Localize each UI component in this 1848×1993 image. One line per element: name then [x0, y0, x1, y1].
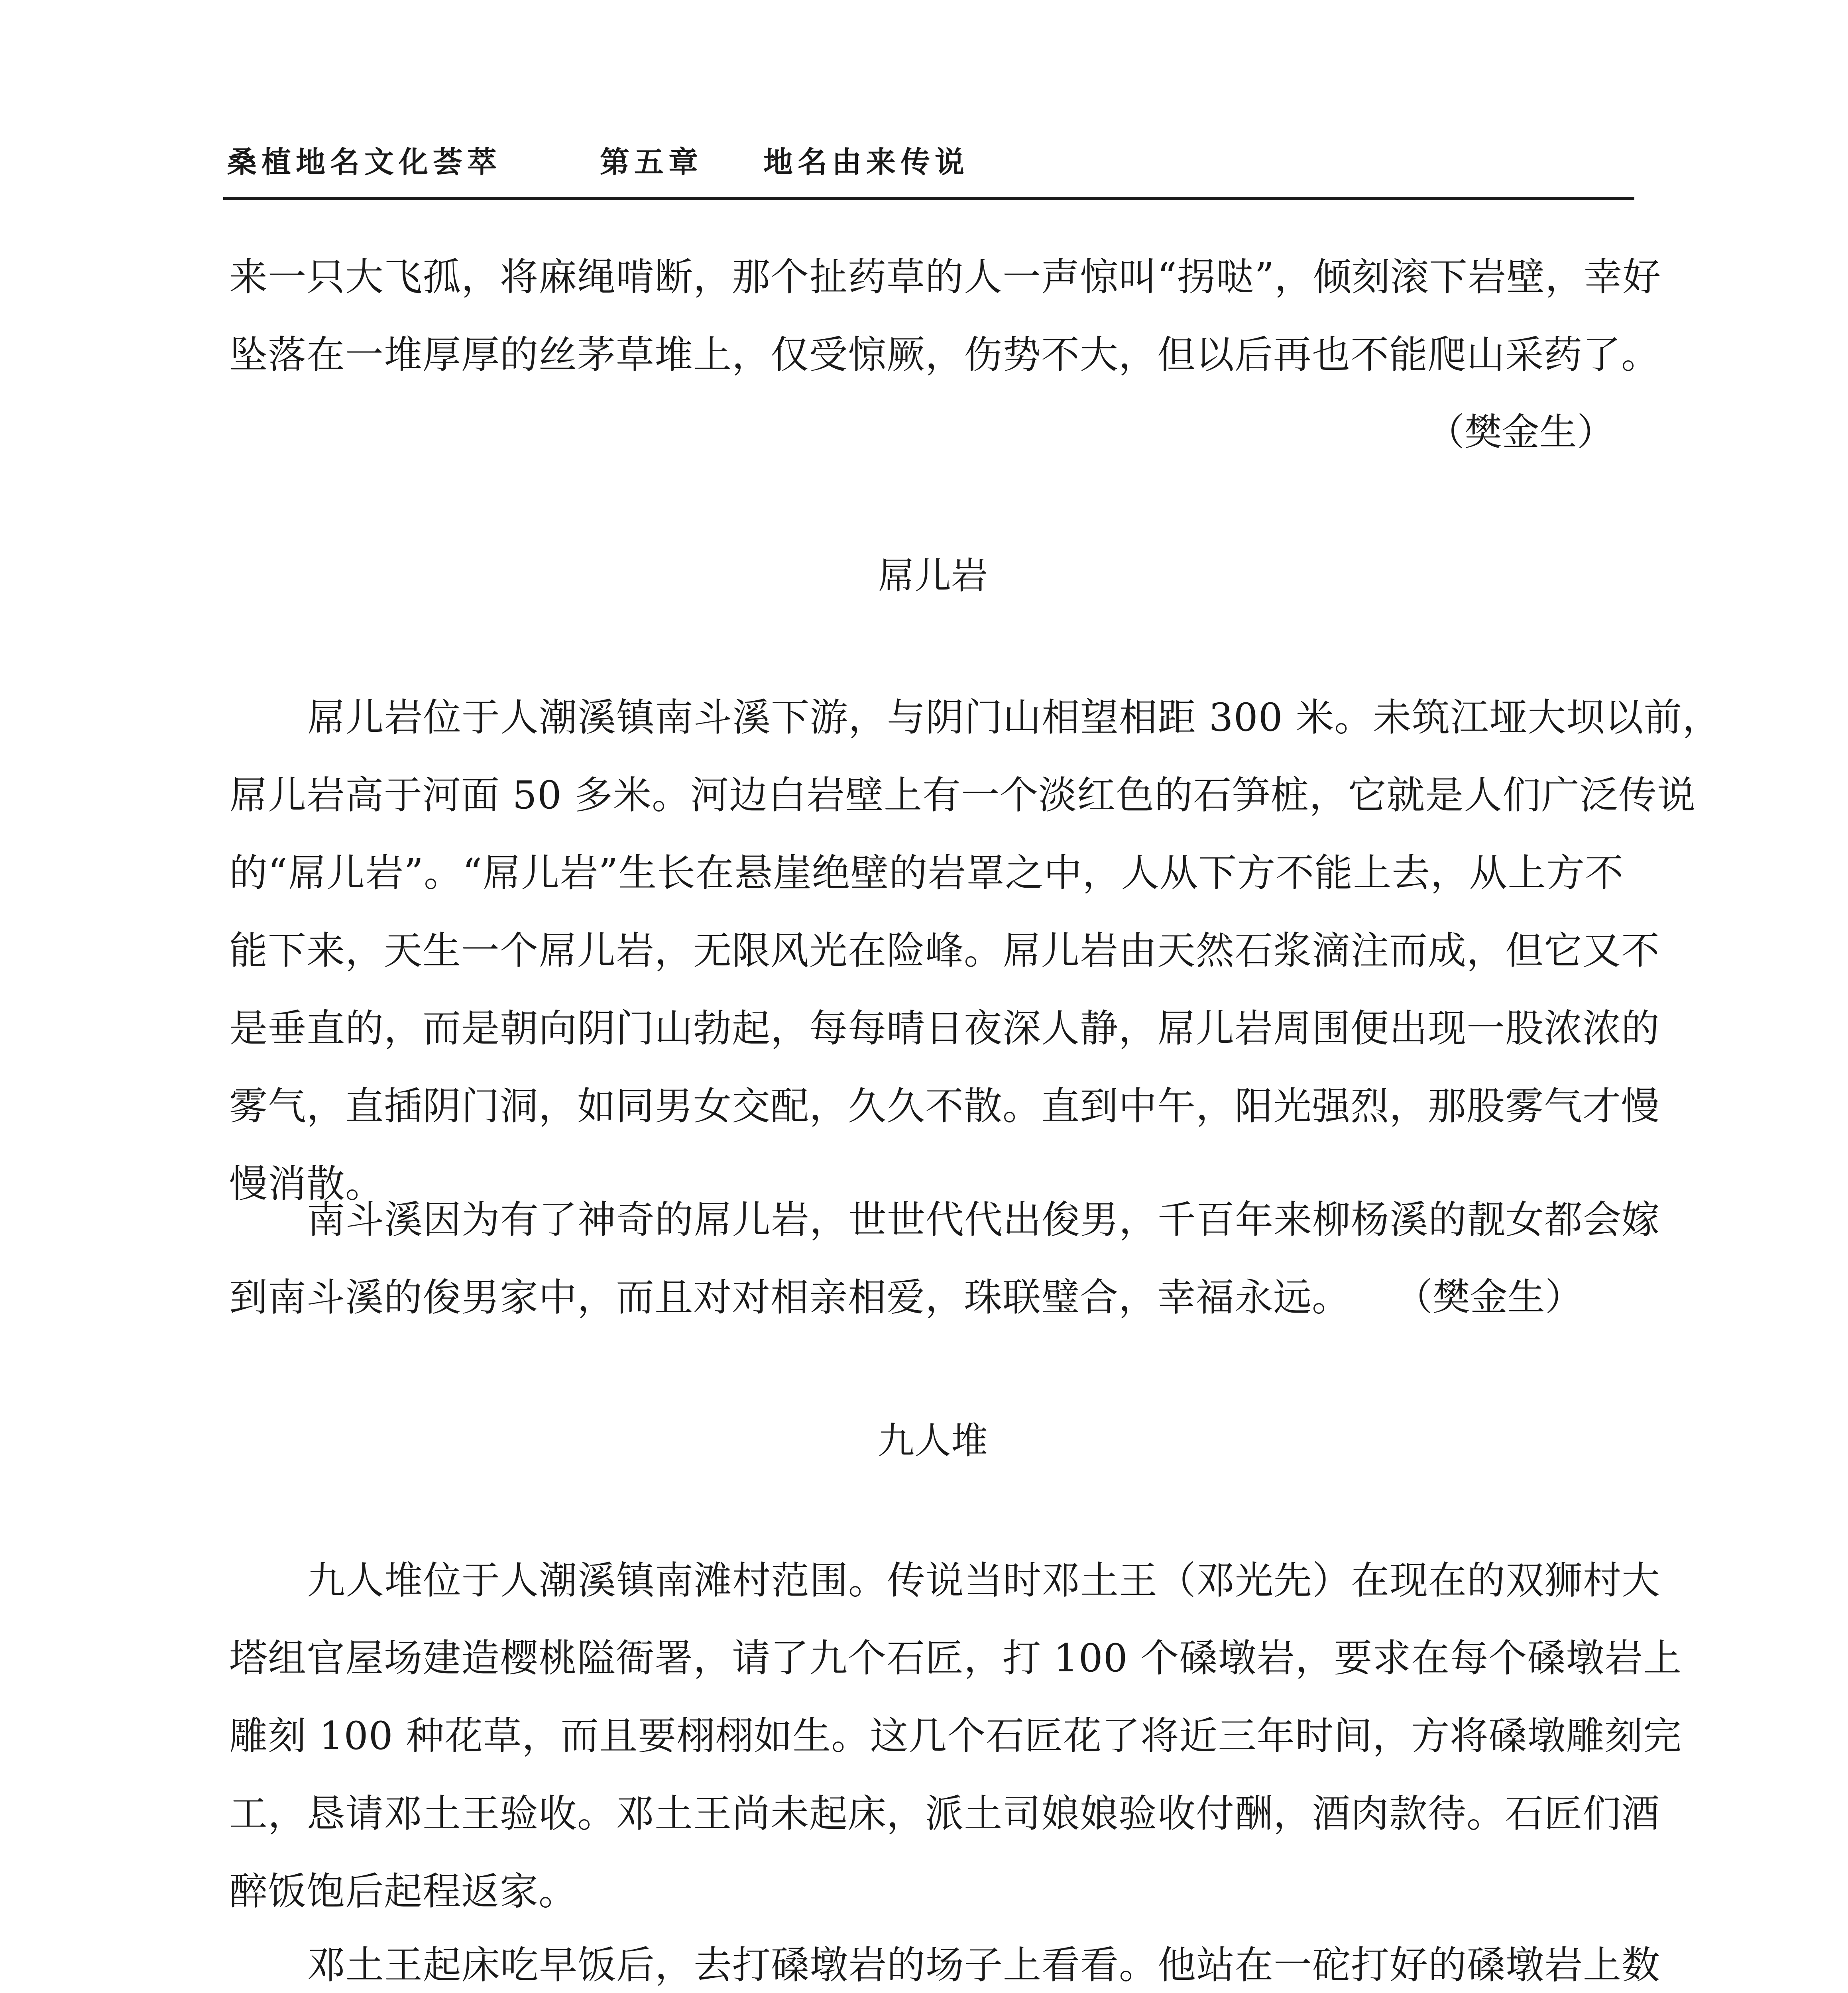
header-chapter: 第五章	[600, 145, 703, 179]
text-line: 是垂直的，而是朝向阴门山勃起，每每晴日夜深人静，屌儿岩周围便出现一股浓浓的	[229, 1006, 1660, 1051]
text-line: 慢消散。	[229, 1162, 384, 1206]
text-line: 塔组官屋场建造樱桃隘衙署，请了九个石匠，打 100 个磉墩岩，要求在每个磉墩岩上	[229, 1636, 1682, 1680]
text-line: 工，恳请邓土王验收。邓土王尚未起床，派土司娘娘验收付酬，酒肉款待。石匠们酒	[229, 1791, 1660, 1836]
continuation-author: （樊金生）	[1427, 411, 1615, 454]
article-title-diaoeryan: 屌儿岩	[877, 554, 988, 597]
text-line: 能下来，天生一个屌儿岩，无限风光在险峰。屌儿岩由天然石浆滴注而成，但它又不	[229, 928, 1660, 973]
text-line: 邓土王起床吃早饭后，去打磉墩岩的场子上看看。他站在一砣打好的磉墩岩上数	[307, 1943, 1660, 1987]
text-line: 屌儿岩高于河面 50 多米。河边白岩壁上有一个淡红色的石笋桩，它就是人们广泛传说	[229, 773, 1696, 818]
text-line: 雕刻 100 种花草，而且要栩栩如生。这几个石匠花了将近三年时间，方将磉墩雕刻完	[229, 1714, 1682, 1758]
header-book-title: 桑植地名文化荟萃	[227, 145, 501, 179]
text-line: 的“屌儿岩”。“屌儿岩”生长在悬崖绝壁的岩罩之中，人从下方不能上去，从上方不	[229, 851, 1624, 895]
text-line: 南斗溪因为有了神奇的屌儿岩，世世代代出俊男，千百年来柳杨溪的靓女都会嫁	[307, 1197, 1660, 1242]
header-rule	[223, 197, 1634, 200]
text-line: 九人堆位于人潮溪镇南滩村范围。传说当时邓土王（邓光先）在现在的双狮村大	[307, 1558, 1660, 1603]
header-section: 地名由来传说	[763, 145, 969, 179]
text-line: 坠落在一堆厚厚的丝茅草堆上，仅受惊厥，伤势不大，但以后再也不能爬山采药了。	[229, 332, 1660, 377]
text-line: 来一只大飞孤，将麻绳啃断，那个扯药草的人一声惊叫“拐哒”，倾刻滚下岩壁，幸好	[229, 255, 1661, 299]
text-line: 屌儿岩位于人潮溪镇南斗溪下游，与阴门山相望相距 300 米。未筑江垭大坝以前，	[307, 695, 1721, 740]
article-title-jiurendui: 九人堆	[877, 1419, 988, 1462]
running-header	[227, 139, 1638, 191]
text-line: 到南斗溪的俊男家中，而且对对相亲相爱，珠联璧合，幸福永远。	[229, 1275, 1351, 1320]
text-line: 雾气，直插阴门洞，如同男女交配，久久不散。直到中午，阳光强烈，那股雾气才慢	[229, 1084, 1660, 1128]
article1-author: （樊金生）	[1395, 1276, 1583, 1319]
text-line: 醉饭饱后起程返家。	[229, 1869, 577, 1914]
